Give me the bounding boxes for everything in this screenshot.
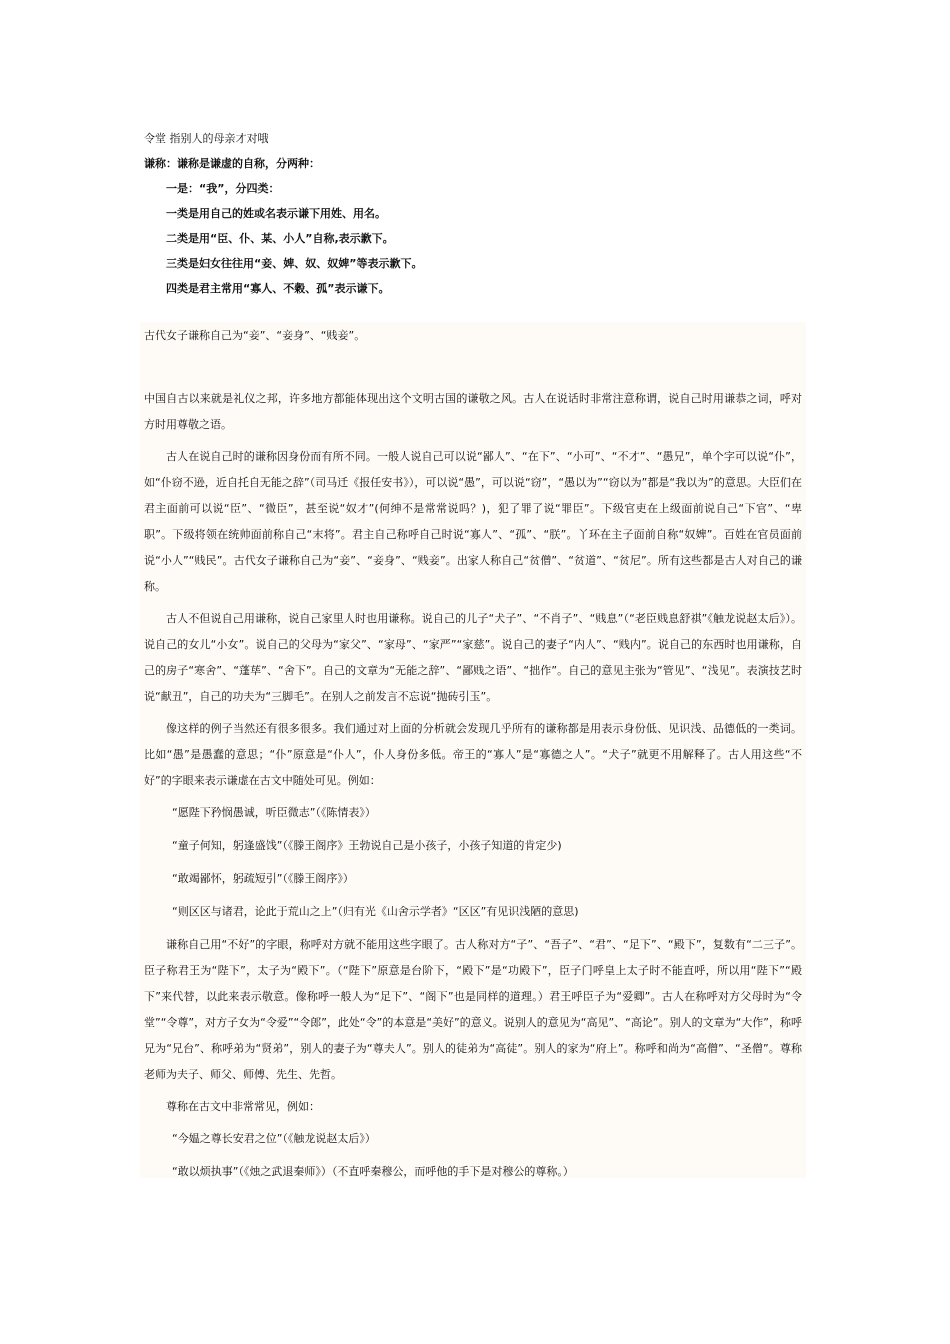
category-intro: 一是：“我”，分四类：	[166, 182, 280, 195]
paragraph-analysis: 像这样的例子当然还有很多很多。我们通过对上面的分析就会发现几乎所有的谦称都是用表示身份低、见识浅、品德低的一类词。比如“愚”是愚蠢的意思；“仆”原意是“仆人”，仆人身份多低。帝王的“寡人”是“寡德之人”。“犬子”就更不用解释了。古人用这些“不好”的字眼来表示谦虚在古文中随处可见。例如：	[144, 722, 802, 787]
quote-5: “今媪之尊长安君之位”（《触龙说赵太后》）	[172, 1132, 376, 1145]
paragraph-intro: 中国自古以来就是礼仪之邦，许多地方都能体现出这个文明古国的谦敬之风。古人在说话时非常注意称谓，说自己时用谦恭之词，呼对方时用尊敬之语。	[144, 392, 802, 431]
paragraph-honorific-examples: 尊称在古文中非常常见，例如：	[166, 1100, 320, 1113]
category-3: 三类是妇女往往用“妾、婢、奴、奴婢”等表示歉下。	[166, 257, 423, 270]
top-notes	[144, 126, 806, 301]
paragraph-self-humble: 古人在说自己时的谦称因身份而有所不同。一般人说自己可以说“鄙人”、“在下”、“小可”、“不才”、“愚兄”，单个字可以说“仆”，如“仆窃不逊，近自托自无能之辞”（司马迁《报任安书》），可以说“愚”，可以说“窃”，“愚以为”“窃以为”都是“我以为”的意思。大臣们在君主面前可以说“臣”、“微臣”，甚至说“奴才”(何绅不是常常说吗？)，犯了罪了说“罪臣”。下级官吏在上级面前说自己“下官”、“卑职”。下级将领在统帅面前称自己“末将”。君主自己称呼自己时说“寡人”、“孤”、“朕”。丫环在主子面前自称“奴婢”。百姓在官员面前说“小人”“贱民”。古代女子谦称自己为“妾”、“妾身”、“贱妾”。出家人称自己“贫僧”、“贫道”、“贫尼”。所有这些都是古人对自己的谦称。	[144, 450, 802, 593]
note-line: 令堂 指别人的母亲才对哦	[144, 132, 269, 145]
category-2: 二类是用“臣、仆、某、小人”自称,表示歉下。	[166, 232, 394, 245]
article-block	[140, 322, 806, 1178]
paragraph-honorifics: 谦称自己用“不好”的字眼，称呼对方就不能用这些字眼了。古人称对方“子”、“吾子”、“君”、“足下”、“殿下”，复数有“二三子”。臣子称君王为“陛下”，太子为“殿下”。（“陛下”原意是台阶下，“殿下”是“功殿下”，臣子门呼皇上太子时不能直呼，所以用“陛下”“殿下”来代替，以此来表示敬意。像称呼一般人为“足下”、“阁下”也是同样的道理。）君王呼臣子为“爱卿”。古人在称呼对方父母时为“令堂”“令尊”，对方子女为“令爱”“令郎”，此处“令”的本意是“美好”的意义。说别人的意见为“高见”、“高论”。别人的文章为“大作”，称呼兄为“兄台”、称呼弟为“贤弟”，别人的妻子为“尊夫人”。别人的徒弟为“高徒”。别人的家为“府上”。称呼和尚为“高僧”、“圣僧”。尊称老师为夫子、师父、师傅、先生、先哲。	[144, 938, 802, 1081]
category-1: 一类是用自己的姓或名表示谦下用姓、用名。	[166, 207, 386, 220]
paragraph-family-humble: 古人不但说自己用谦称，说自己家里人时也用谦称。说自己的儿子“犬子”、“不肖子”、“贱息”（“老臣贱息舒祺”《触龙说赵太后》）。说自己的女儿“小女”。说自己的父母为“家父”、“家母”、“家严”“家慈”。说自己的妻子“内人”、“贱内”。说自己的东西时也用谦称，自己的房子“寒舍”、“蓬荜”、“舍下”。自己的文章为“无能之辞”、“鄙贱之语”、“拙作”。自己的意见主张为“管见”、“浅见”。表演技艺时说“献丑”，自己的功夫为“三脚毛”。在别人之前发言不忘说“抛砖引玉”。	[144, 612, 802, 703]
humble-title: 谦称：谦称是谦虚的自称，分两种：	[144, 157, 320, 170]
quote-1: “愿陛下矜悯愚诚，听臣微志”（《陈情表》）	[172, 806, 376, 819]
quote-3: “敢竭鄙怀，躬疏短引”（《滕王阁序》）	[172, 872, 354, 885]
quote-4: “则区区与诸君，论此于荒山之上”（归有光《山舍示学者》“区区”有见识浅陋的意思)	[172, 905, 579, 918]
category-4: 四类是君主常用“寡人、不穀、孤”表示谦下。	[166, 282, 390, 295]
quote-2: “童子何知，躬逢盛饯”（《滕王阁序》王勃说自己是小孩子，小孩子知道的肯定少)	[172, 839, 562, 852]
article-first-line: 古代女子谦称自己为“妾”、“妾身”、“贱妾”。	[144, 329, 366, 342]
quote-6: “敢以烦执事”（《烛之武退秦师》）（不直呼秦穆公，而呼他的手下是对穆公的尊称。）	[172, 1165, 574, 1178]
